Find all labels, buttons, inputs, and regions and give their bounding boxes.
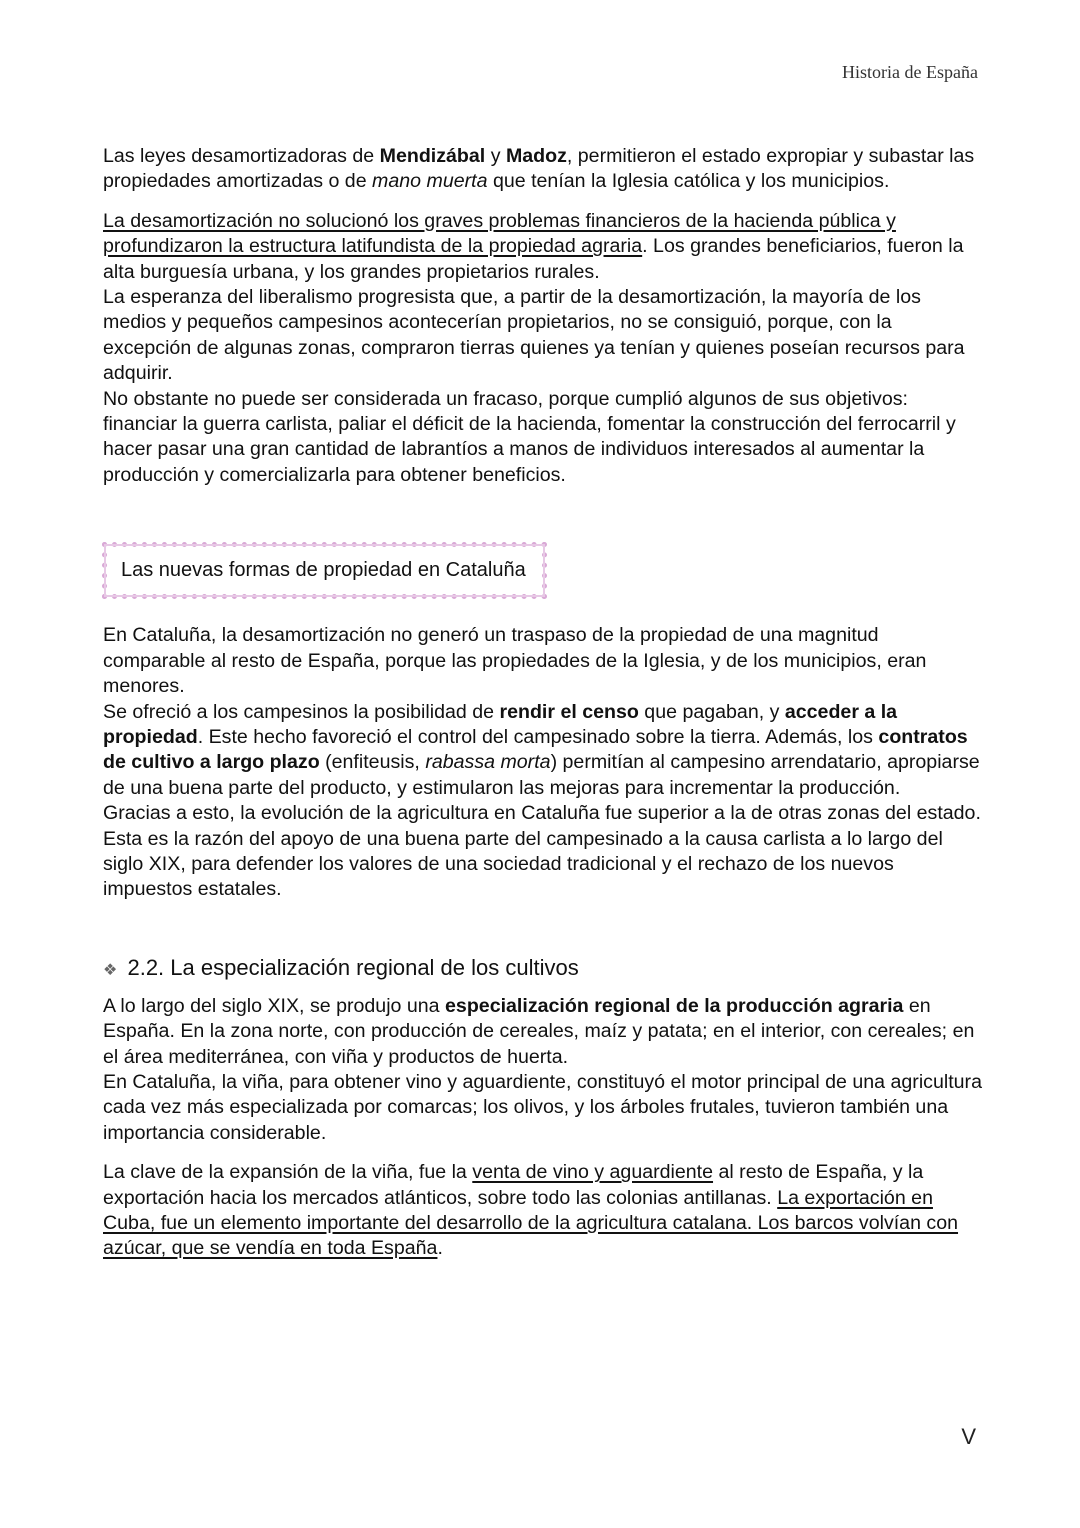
paragraph-hope-liberalism: La esperanza del liberalismo progresista que, a partir de la desamortización, la mayoría de los medios y pequeños campesinos acontecerían propietarios, no se consiguió, porque, con la excepción de algunas zonas, compraron tierras quienes ya tenían y quienes poseían recursos para adquirir. <box>103 286 965 385</box>
text-span: La clave de la expansión de la viña, fue la <box>103 1161 473 1184</box>
text-span: en España. En la zona norte, con producción de cereales, maíz y patata; en el interior, con cereales; en el área mediterránea, con viña y productos de huerta. <box>103 994 975 1068</box>
text-span: . <box>437 1237 443 1260</box>
text-span: (enfiteusis, <box>319 751 426 774</box>
bold-contratos: contratos de cultivo a largo plazo <box>103 725 968 774</box>
text-span: , permitieron el estado expropiar y subastar las propiedades amortizadas o de <box>103 145 975 193</box>
paragraph-census <box>103 700 983 802</box>
diamond-bullet-icon: ❖ <box>103 961 118 979</box>
paragraph-not-failure: No obstante no puede ser considerada un fracaso, porque cumplió algunos de sus objetivos: financiar la guerra carlista, paliar el déficit de la hacienda, fomentar la construcción del ferrocarril y hacer pasar una gran cantidad de labrantíos a manos de individuos interesados al aumentar la producción y comercializarla para obtener beneficios. <box>103 387 956 486</box>
text-span: . Los grandes beneficiarios, fueron la alta burguesía urbana, y los grandes propietarios rurales. <box>103 235 964 283</box>
running-header: Historia de España <box>842 62 978 82</box>
bold-acceder-propiedad: acceder a la propiedad <box>103 700 898 748</box>
paragraph-vineyard: En Cataluña, la viña, para obtener vino y aguardiente, constituyó el motor principal de una agricultura cada vez más especializada por comarcas; los olivos, y los árboles frutales, tuvieron también una importancia considerable. <box>103 1070 982 1144</box>
underlined-text: La exportación en Cuba, fue un elemento importante del desarrollo de la agricultura catalana. Los barcos volvían con azúcar, que se vendía en toda España <box>103 1186 959 1260</box>
paragraph-catalonia-desamortization: En Cataluña, la desamortización no generó un traspaso de la propiedad de una magnitud comparable al resto de España, porque las propiedades de la Iglesia, y de los municipios, eran menores. <box>103 624 927 698</box>
italic-rabassa-morta: rabassa morta <box>425 751 551 774</box>
text-span: que pagaban, y <box>638 700 785 723</box>
text-span: que tenían la Iglesia católica y los municipios. <box>487 170 890 193</box>
paragraph-consequences <box>103 209 983 285</box>
text-span: A lo largo del siglo XIX, se produjo una <box>103 994 446 1017</box>
text-span: ) permitían al campesino arrendatario, apropiarse de una buena parte del producto, y estimularon las mejoras para incrementar la producción. <box>103 751 980 799</box>
underlined-text: venta de vino y aguardiente <box>472 1161 714 1184</box>
paragraph-desamortization-laws <box>103 144 983 195</box>
section-title: 2.2. La especialización regional de los cultivos <box>127 954 579 980</box>
text-span: . Este hecho favoreció el control del campesinado sobre la tierra. Además, los <box>197 725 879 748</box>
text-span: y <box>485 145 506 167</box>
page-number: V <box>961 1424 976 1449</box>
section-heading <box>103 953 983 986</box>
document-body <box>103 144 983 1262</box>
bold-especializacion: especialización regional de la producción agraria <box>445 994 904 1017</box>
paragraph-specialization <box>103 994 983 1070</box>
paragraph-evolution: Gracias a esto, la evolución de la agricultura en Cataluña fue superior a la de otras zonas del estado. Esta es la razón del apoyo de una buena parte del campesinado a la causa carlista a lo largo del siglo XIX, para defender los valores de una sociedad tradicional y el rechazo de los nuevos impuestos estatales. <box>103 802 981 901</box>
italic-mano-muerta: mano muerta <box>372 170 488 193</box>
text-span: al resto de España, y la exportación hacia los mercados atlánticos, sobre todo las colonias antillanas. <box>103 1161 924 1209</box>
text-span: Las leyes desamortizadoras de <box>103 145 380 167</box>
bold-madoz: Madoz <box>505 145 567 167</box>
text-span: Se ofreció a los campesinos la posibilidad de <box>103 700 500 723</box>
section-box-title: Las nuevas formas de propiedad en Cataluña <box>102 542 547 599</box>
paragraph-expansion <box>103 1160 983 1262</box>
underlined-text: La desamortización no solucionó los graves problemas financieros de la hacienda pública y profundizaron la estructura latifundista de la propiedad agraria <box>103 209 896 258</box>
bold-rendir-censo: rendir el censo <box>499 700 639 723</box>
bold-mendizabal: Mendizábal <box>379 145 486 167</box>
